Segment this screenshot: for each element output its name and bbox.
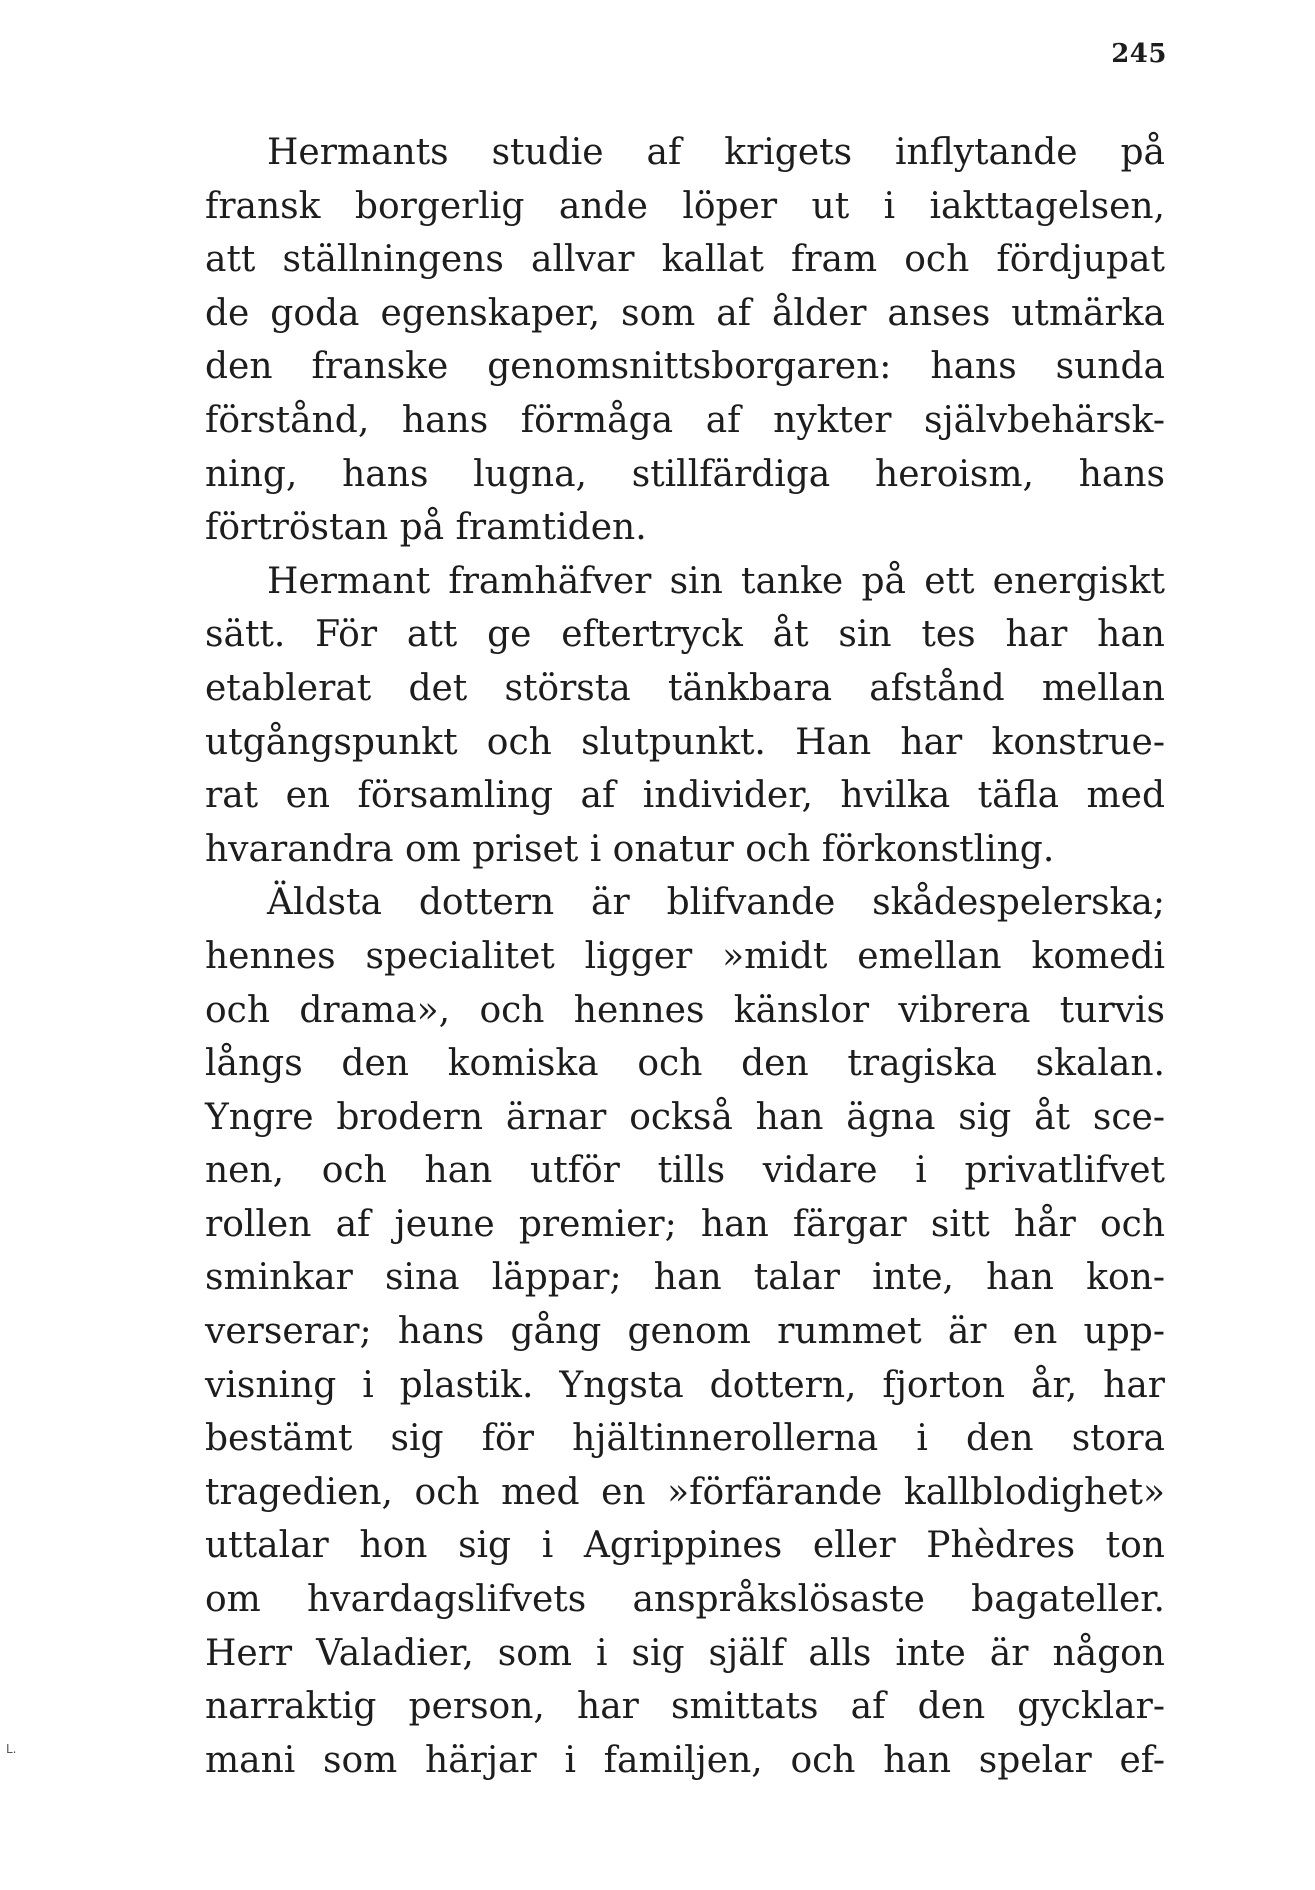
- text-line: förstånd, hans förmåga af nykter självbehärsk-: [205, 399, 1165, 441]
- text-line: fransk borgerlig ande löper ut i iakttagelsen,: [205, 185, 1165, 227]
- paragraph-1: [205, 126, 1165, 555]
- text-line: verserar; hans gång genom rummet är en upp-: [205, 1311, 1165, 1353]
- text-line: den franske genomsnittsborgaren: hans sunda: [205, 346, 1165, 388]
- text-line: rat en församling af individer, hvilka täfla med: [205, 775, 1165, 817]
- text-line: narraktig person, har smittats af den gycklar-: [205, 1686, 1165, 1728]
- text-line: Äldsta dottern är blifvande skådespelerska;: [267, 882, 1165, 924]
- text-line: nen, och han utför tills vidare i privatlifvet: [205, 1150, 1165, 1192]
- text-line: ning, hans lugna, stillfärdiga heroism, hans: [205, 453, 1165, 495]
- text-line: hvarandra om priset i onatur och förkonstling.: [205, 828, 1055, 870]
- text-line: och drama», och hennes känslor vibrera turvis: [205, 989, 1165, 1031]
- text-line: om hvardagslifvets anspråkslösaste bagateller.: [205, 1579, 1165, 1621]
- paragraph-2: [205, 555, 1165, 877]
- text-line: sminkar sina läppar; han talar inte, han kon-: [205, 1257, 1165, 1299]
- text-line: Yngre brodern ärnar också han ägna sig åt sce-: [205, 1096, 1165, 1138]
- text-line: sätt. För att ge eftertryck åt sin tes har han: [205, 614, 1165, 656]
- body-text: [205, 126, 1165, 1787]
- text-line: Hermants studie af krigets inflytande på: [267, 132, 1165, 173]
- text-line: att ställningens allvar kallat fram och fördjupat: [205, 239, 1165, 281]
- paragraph-3: [205, 876, 1165, 1787]
- text-line: bestämt sig för hjältinnerollerna i den stora: [205, 1418, 1165, 1460]
- text-line: etablerat det största tänkbara afstånd mellan: [205, 667, 1165, 709]
- text-line: utgångspunkt och slutpunkt. Han har konstrue-: [205, 721, 1165, 763]
- text-line: förtröstan på framtiden.: [205, 507, 647, 549]
- text-line: långs den komiska och den tragiska skalan.: [205, 1043, 1165, 1085]
- text-line: mani som härjar i familjen, och han spelar ef-: [205, 1739, 1165, 1781]
- text-line: visning i plastik. Yngsta dottern, fjorton år, har: [205, 1364, 1165, 1406]
- text-line: Hermant framhäfver sin tanke på ett energiskt: [267, 560, 1165, 602]
- page-number: 245: [1111, 39, 1167, 69]
- text-line: Herr Valadier, som i sig själf alls inte är någon: [205, 1632, 1165, 1674]
- text-line: hennes specialitet ligger »midt emellan komedi: [205, 935, 1165, 977]
- margin-mark: L.: [6, 1742, 17, 1756]
- text-line: tragedien, och med en »förfärande kallblodighet»: [205, 1471, 1165, 1513]
- text-line: uttalar hon sig i Agrippines eller Phèdres ton: [205, 1525, 1165, 1567]
- text-line: rollen af jeune premier; han färgar sitt hår och: [205, 1203, 1165, 1245]
- text-line: de goda egenskaper, som af ålder anses utmärka: [205, 292, 1165, 334]
